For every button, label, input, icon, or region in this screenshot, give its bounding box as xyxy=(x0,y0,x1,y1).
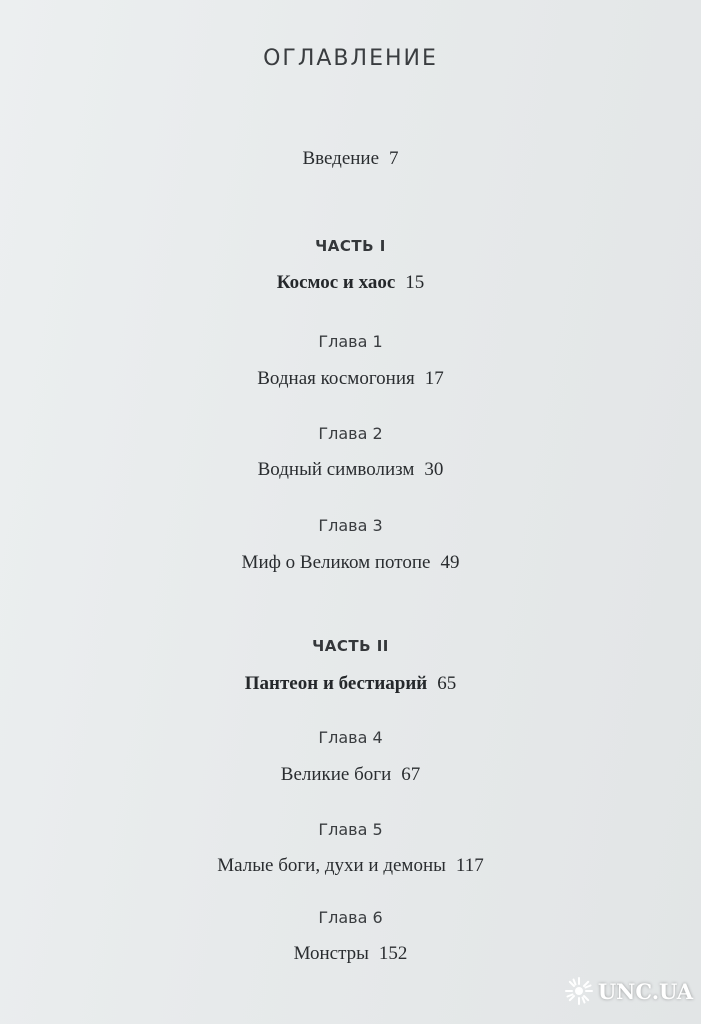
part-label-2: ЧАСТЬ II xyxy=(312,637,389,655)
part-title-text: Пантеон и бестиарий xyxy=(244,673,428,694)
page-title: ОГЛАВЛЕНИЕ xyxy=(263,46,438,71)
chapter-label-2: Глава 2 xyxy=(318,424,383,443)
part-page-number: 15 xyxy=(405,272,425,293)
entry-title: Водный символизм xyxy=(257,459,415,480)
toc-entry-chapter-2 xyxy=(0,459,701,481)
toc-entry-chapter-1 xyxy=(0,368,701,390)
entry-page-number: 117 xyxy=(455,855,484,876)
entry-title: Водная космогония xyxy=(257,368,415,389)
entry-page-number: 67 xyxy=(401,764,421,785)
entry-page-number: 152 xyxy=(378,943,408,964)
toc-entry-chapter-6 xyxy=(0,943,701,965)
entry-page-number: 7 xyxy=(389,148,399,169)
part-page-number: 65 xyxy=(437,673,457,694)
entry-page-number: 17 xyxy=(424,368,444,389)
toc-entry-intro xyxy=(0,148,701,170)
chapter-label-3: Глава 3 xyxy=(318,516,383,535)
entry-title: Великие боги xyxy=(280,764,392,785)
toc-entry-chapter-4 xyxy=(0,764,701,786)
part-title-2 xyxy=(0,673,701,695)
chapter-label-1: Глава 1 xyxy=(318,332,383,351)
part-title-text: Космос и хаос xyxy=(276,272,396,293)
toc-entry-chapter-3 xyxy=(0,552,701,574)
part-label-1: ЧАСТЬ I xyxy=(315,237,386,255)
chapter-label-6: Глава 6 xyxy=(318,908,383,927)
entry-title: Малые боги, духи и демоны xyxy=(217,855,446,876)
entry-page-number: 30 xyxy=(424,459,444,480)
chapter-label-4: Глава 4 xyxy=(318,728,383,747)
entry-title: Введение xyxy=(302,148,380,169)
entry-page-number: 49 xyxy=(440,552,460,573)
entry-title: Монстры xyxy=(293,943,369,964)
sun-icon xyxy=(564,976,594,1006)
watermark xyxy=(564,976,693,1006)
chapter-label-5: Глава 5 xyxy=(318,820,383,839)
part-title-1 xyxy=(0,272,701,294)
watermark-text: UNC.UA xyxy=(597,978,693,1004)
entry-title: Миф о Великом потопе xyxy=(241,552,431,573)
toc-entry-chapter-5 xyxy=(0,855,701,877)
